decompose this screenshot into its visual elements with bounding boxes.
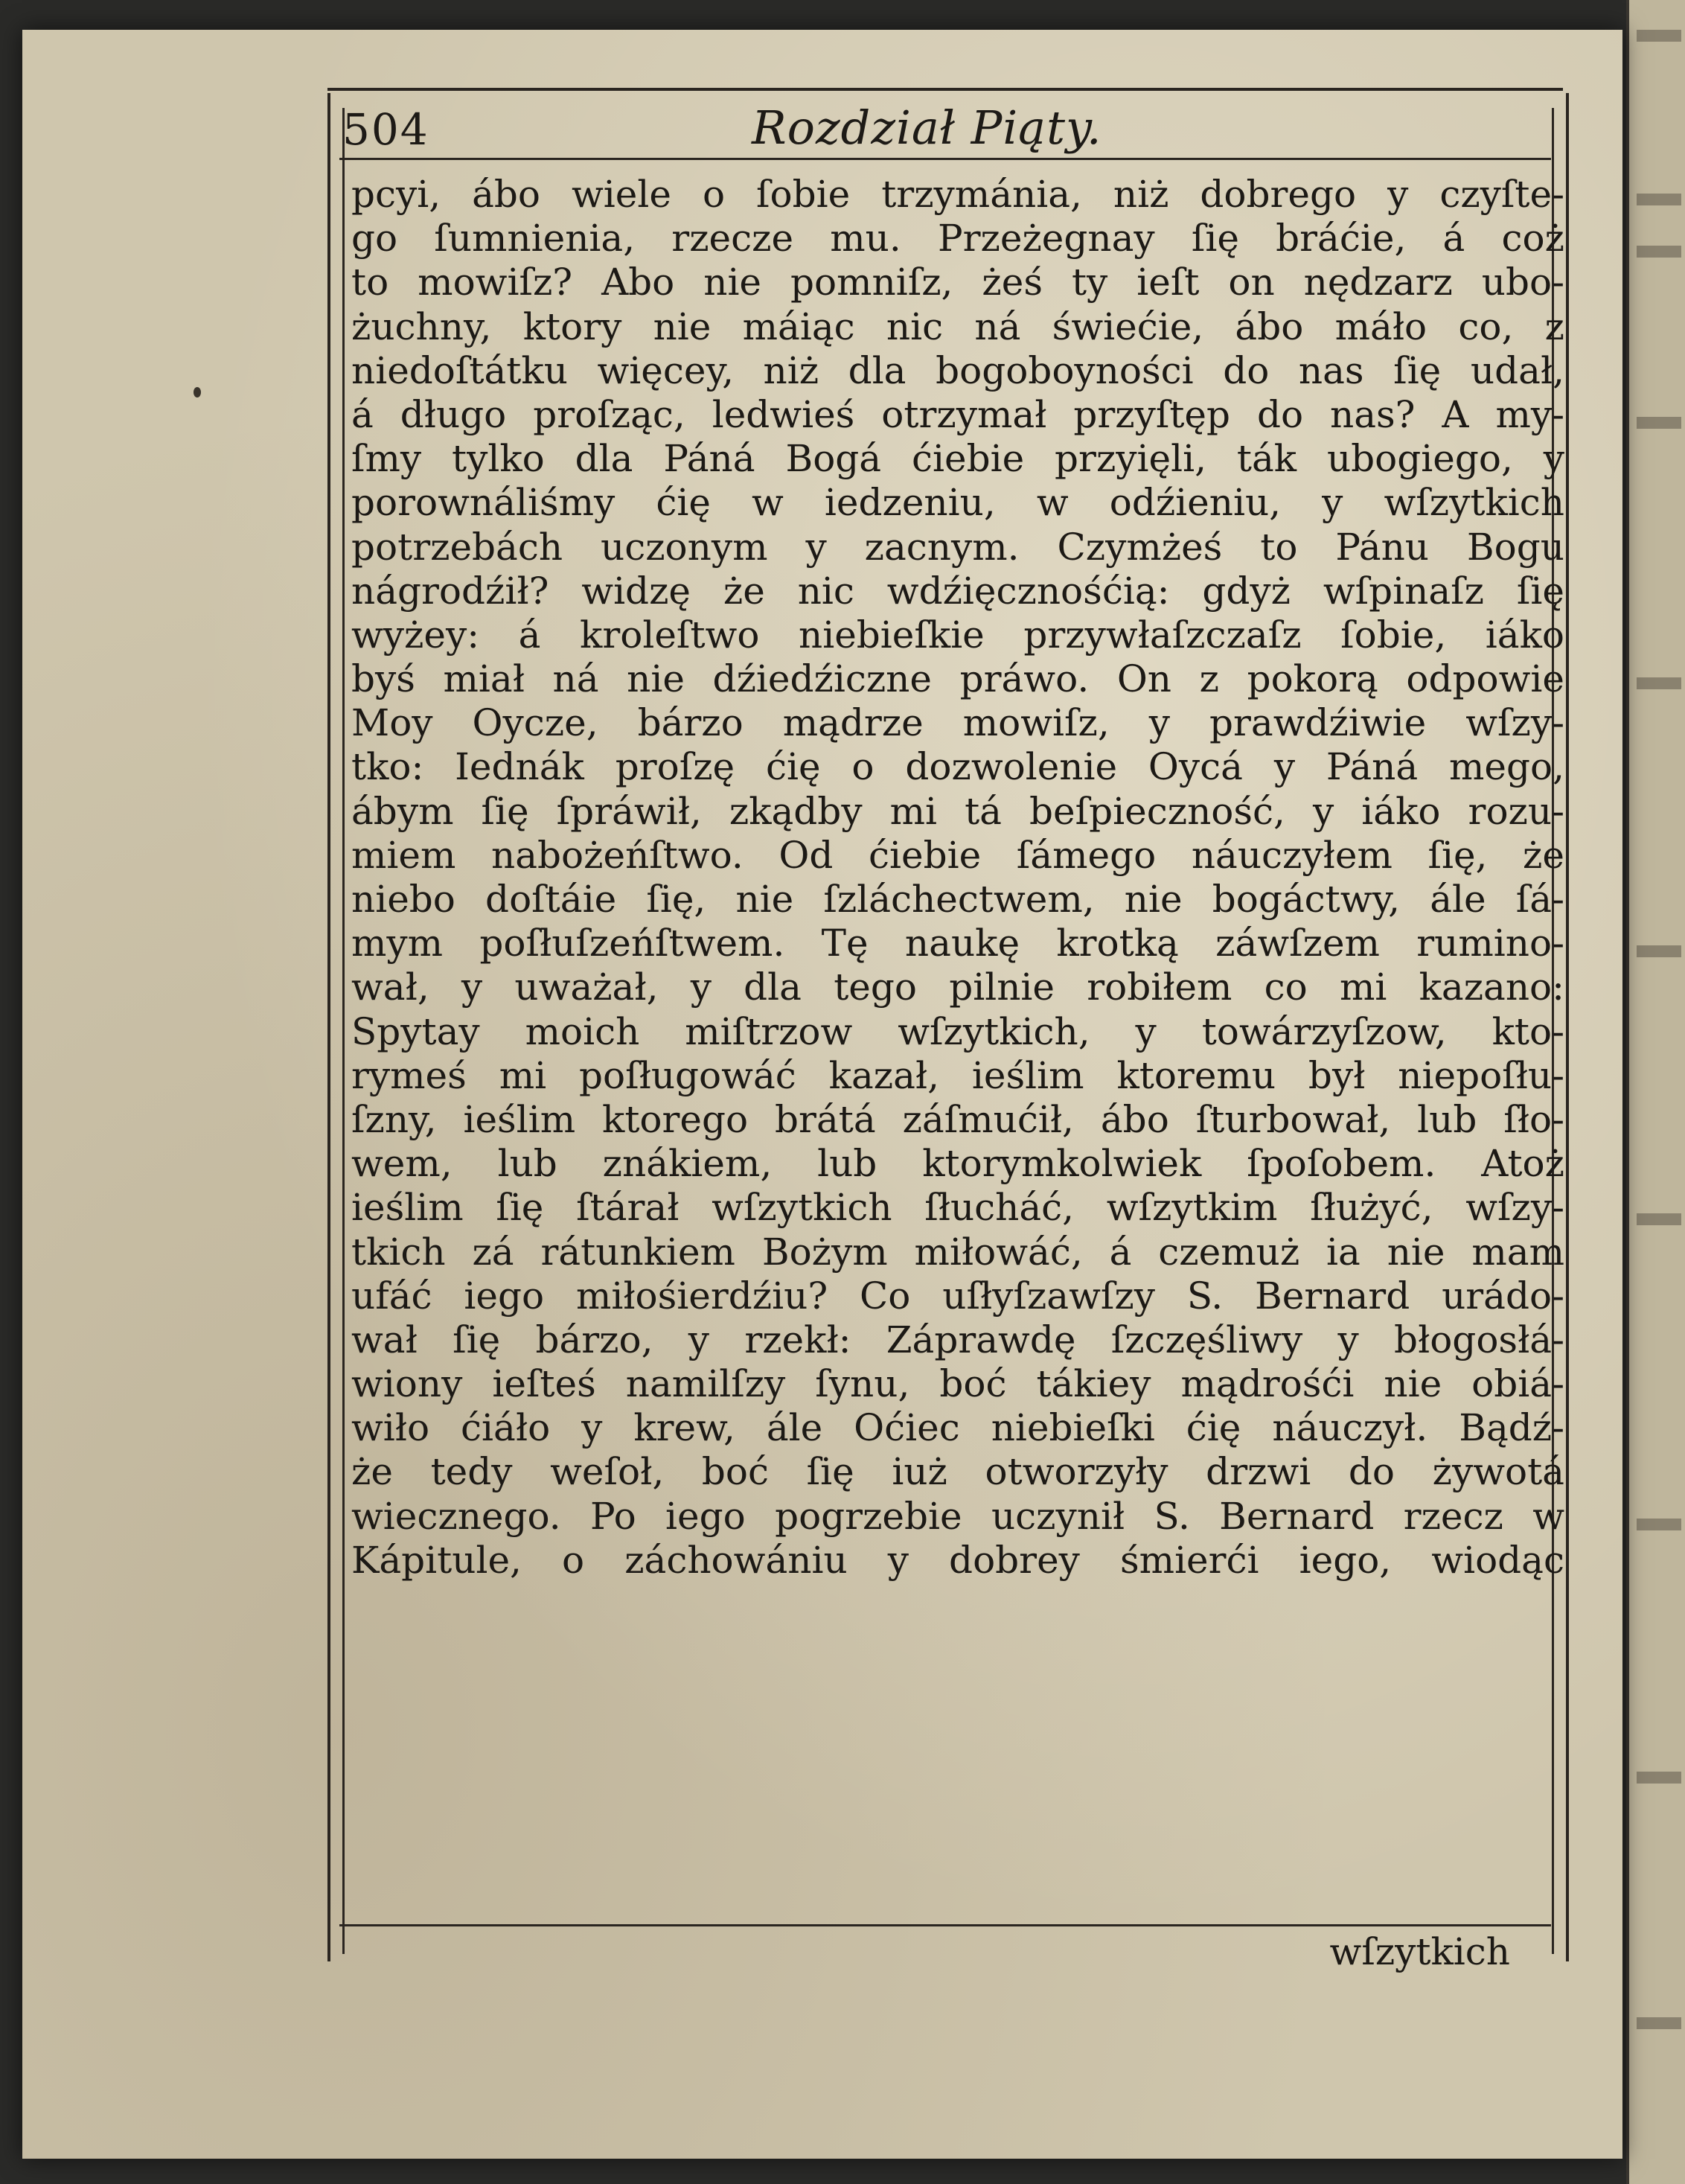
text-line: ufáć iego miłośierdźiu? Co uſłyſzawſzy S. Bernard urádo- [351,1274,1564,1318]
text-line: to mowiſz? Abo nie pomniſz, żeś ty ieſt on nędzarz ubo- [351,261,1564,304]
text-line: ſzny, ieślim ktorego brátá záſmućił, ábo ſturbował, lub ſło- [351,1097,1564,1141]
text-line: Moy Oycze, bárzo mądrze mowiſz, y prawdźiwie wſzy- [351,701,1564,745]
facing-page-edge [1626,0,1685,2184]
bottom-rule [339,1924,1551,1926]
margin-ink-spot [194,387,201,397]
text-line: wał, y uważał, y dla tego pilnie robiłem co mi kazano: [351,965,1564,1009]
text-line: Spytay moich miſtrzow wſzytkich, y towárzyſzow, kto- [351,1009,1564,1053]
text-line: mym poſłuſzeńſtwem. Tę naukę krotką záwſzem rumino- [351,922,1564,965]
text-line: ſmy tylko dla Páná Bogá ćiebie przyięli, ták ubogiego, y [351,437,1564,481]
text-line: ieślim ſię ſtárał wſzytkich ſłucháć, wſzytkim ſłużyć, wſzy- [351,1186,1564,1230]
text-line: wiony ieſteś namilſzy ſynu, boć tákiey mądrośći nie obiá- [351,1362,1564,1406]
text-line: rymeś mi poſługowáć kazał, ieślim ktoremu był niepoſłu- [351,1053,1564,1097]
text-line: tkich zá rátunkiem Bożym miłowáć, á czemuż ia nie mam [351,1230,1564,1274]
text-line: ábym ſię ſpráwił, zkądby mi tá beſpieczność, y iáko rozu- [351,789,1564,833]
header-rule [339,158,1551,160]
body-text [351,173,1564,1583]
text-line: wał ſię bárzo, y rzekł: Záprawdę ſzczęśliwy y błogosłá- [351,1318,1564,1361]
top-rule [327,88,1563,91]
text-line: porownáliśmy ćię w iedzeniu, w odźieniu, y wſzytkich [351,481,1564,525]
text-line: pcyi, ábo wiele o ſobie trzymánia, niż dobrego y czyſte- [351,173,1564,216]
text-line: nágrodźił? widzę że nic wdźięcznośćią: gdyż wſpinaſz ſię [351,569,1564,613]
text-line: miem nabożeńſtwo. Od ćiebie ſámego náuczyłem ſię, że [351,833,1564,877]
text-line: potrzebách uczonym y zacnym. Czymżeś to Pánu Bogu [351,525,1564,569]
text-line: wem, lub znákiem, lub ktorymkolwiek ſpoſobem. Atoż [351,1142,1564,1186]
text-line: byś miał ná nie dźiedźiczne práwo. On z pokorą odpowie [351,657,1564,701]
catchword: wſzytkich [1329,1930,1510,1973]
text-line: wyżey: á krolеſtwo niebieſkie przywłaſzczaſz ſobie, iáko [351,613,1564,657]
text-line: tko: Iednák proſzę ćię o dozwolenie Oycá y Páná mego, [351,745,1564,789]
text-line: niedoſtátku więcey, niż dla bogoboyności do nas ſię udał, [351,348,1564,392]
text-line: wiło ćiáło y krew, ále Oćiec niebieſki ćię náuczył. Bądź- [351,1406,1564,1450]
running-head: Rozdział Piąty. [752,100,1102,155]
text-line: niebo doſtáie ſię, nie ſzláchectwem, nie bogáctwy, ále ſá- [351,878,1564,921]
text-line: że tedy weſoł, boć ſię iuż otworzyły drzwi do żywotá [351,1450,1564,1494]
text-line: wiecznego. Po iego pogrzebie uczynił S. Bernard rzecz w [351,1494,1564,1538]
text-line: żuchny, ktory nie máiąc nic ná świećie, ábo máło co, z [351,304,1564,348]
text-line: Kápitule, o záchowániu y dobrey śmierći iego, wiodąc [351,1538,1564,1582]
text-line: go ſumnienia, rzecze mu. Przeżegnay ſię bráćie, á coż [351,217,1564,261]
page-number: 504 [342,104,429,155]
text-line: á długo proſząc, ledwieś otrzymał przyſtęp do nas? A my- [351,392,1564,436]
